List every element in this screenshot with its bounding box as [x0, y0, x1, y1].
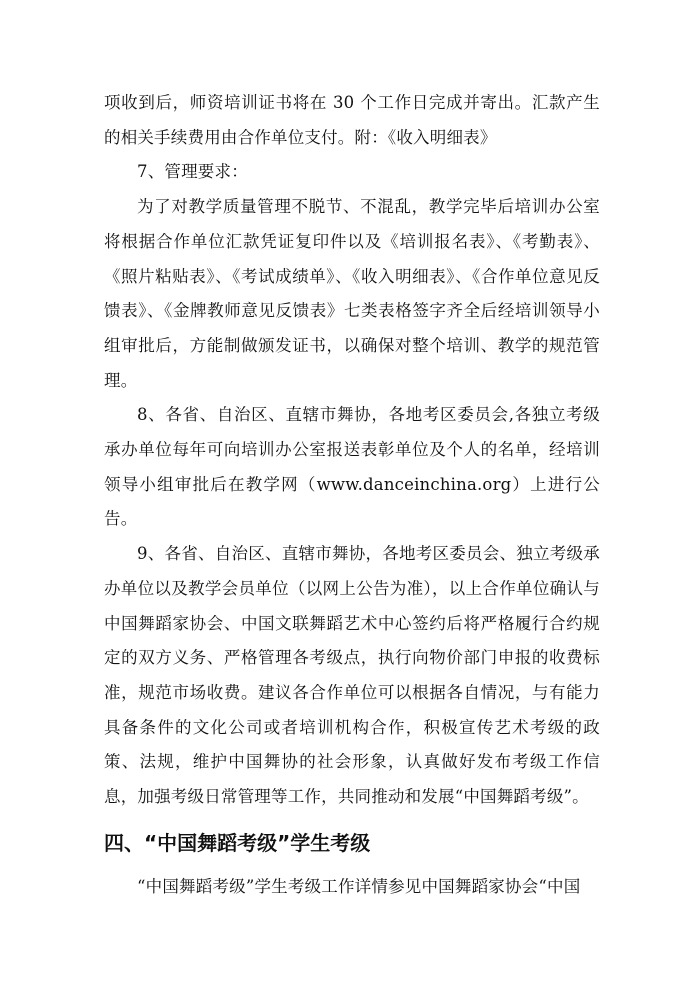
paragraph-management: 为了对教学质量管理不脱节、不混乱，教学完毕后培训办公室将根据合作单位汇款凭证复印件以及《培训报名表》、《考勤表》、《照片粘贴表》、《考试成绩单》、《收入明细表》、《合作单位意见反馈表》、《金牌教师意见反馈表》七类表格签字齐全后经培训领导小组审批后，方能制做颁发证书，以确保对整个培训、教学的规范管理。 — [104, 197, 600, 390]
item-9-paragraph: 9、各省、自治区、直辖市舞协，各地考区委员会、独立考级承办单位以及教学会员单位（以网上公告为准），以上合作单位确认与中国舞蹈家协会、中国文联舞蹈艺术中心签约后将严格履行合约规定的双方义务、严格管理各考级点，执行向物价部门申报的收费标准，规范市场收费。建议各合作单位可以根据各自情况，与有能力具备条件的文化公司或者培训机构合作，积极宣传艺术考级的政策、法规，维护中国舞协的社会形象，认真做好发布考级工作信息，加强考级日常管理等工作，共同推动和发展“中国舞蹈考级”。 — [104, 544, 600, 807]
paragraph-fee-note: 项收到后，师资培训证书将在 30 个工作日完成并寄出。汇款产生的相关手续费用由合作单位支付。附：《收入明细表》 — [104, 93, 600, 147]
item-7-title: 7、管理要求： — [137, 162, 248, 182]
item-8-paragraph: 8、各省、自治区、直辖市舞协，各地考区委员会,各独立考级承办单位每年可向培训办公室报送表彰单位及个人的名单，经培训领导小组审批后在教学网（www.danceinchina.org）上进行公告。 — [104, 405, 600, 529]
section-first-line — [104, 870, 600, 905]
body-text — [104, 86, 600, 815]
section-heading: 四、“中国舞蹈考级”学生考级 — [104, 831, 371, 855]
section-first-line-text: “中国舞蹈考级”学生考级工作详情参见中国舞蹈家协会“中国 — [137, 877, 581, 896]
